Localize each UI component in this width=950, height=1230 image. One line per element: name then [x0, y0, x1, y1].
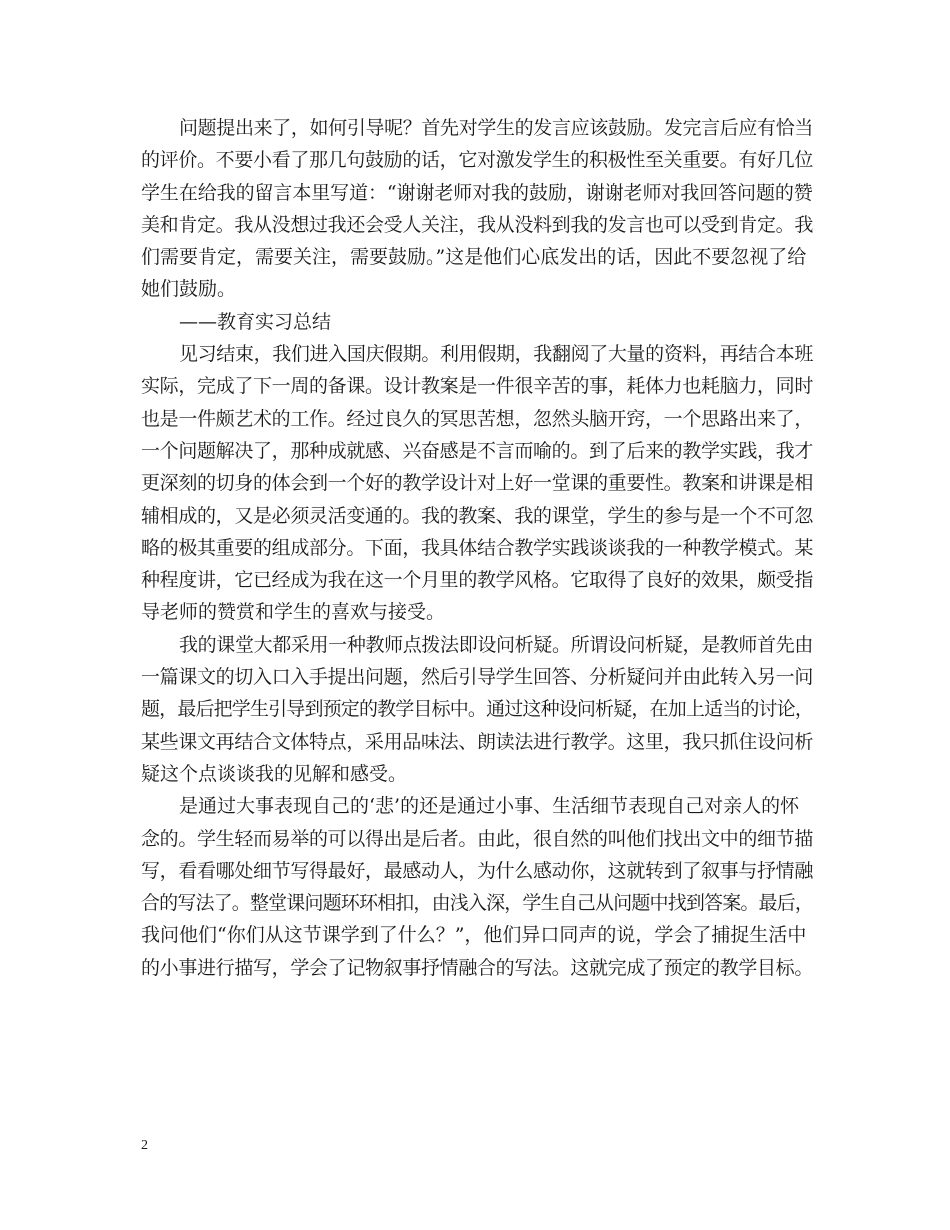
- text-line: 美和肯定。我从没想过我还会受人关注，我从没料到我的发言也可以受到肯定。我: [141, 213, 814, 236]
- page-number: 2: [141, 1138, 148, 1153]
- text-line: 学生在给我的留言本里写道：“谢谢老师对我的鼓励，谢谢老师对我回答问题的赞: [141, 181, 813, 204]
- text-line: 我问他们“你们从这节课学到了什么？”，他们异口同声的说，学会了捕捉生活中: [141, 924, 807, 947]
- text-line: 写，看看哪处细节写得最好，最感动人，为什么感动你，这就转到了叙事与抒情融: [141, 859, 814, 882]
- text-line: 导老师的赞赏和学生的喜欢与接受。: [141, 601, 446, 624]
- text-line: 们需要肯定，需要关注，需要鼓励。”这是他们心底发出的话，因此不要忽视了给: [141, 246, 807, 269]
- text-line: 一个问题解决了，那种成就感、兴奋感是不言而喻的。到了后来的教学实践，我才: [141, 439, 814, 462]
- text-line: 疑这个点谈谈我的见解和感受。: [141, 762, 408, 785]
- text-line: 题，最后把学生引导到预定的教学目标中。通过这种设问析疑，在加上适当的讨论，: [141, 698, 814, 721]
- text-line: 合的写法了。整堂课问题环环相扣，由浅入深，学生自己从问题中找到答案。最后，: [141, 892, 814, 915]
- text-line: 的小事进行描写，学会了记物叙事抒情融合的写法。这就完成了预定的教学目标。: [141, 956, 814, 979]
- text-line: 更深刻的切身的体会到一个好的教学设计对上好一堂课的重要性。教案和讲课是相: [141, 472, 814, 495]
- text-line: 是通过大事表现自己的‘悲’的还是通过小事、生活细节表现自己对亲人的怀: [179, 795, 800, 818]
- text-line: 问题提出来了，如何引导呢？首先对学生的发言应该鼓励。发完言后应有恰当: [179, 117, 814, 139]
- text-line: 某些课文再结合文体特点，采用品味法、朗读法进行教学。这里，我只抓住设问析: [141, 730, 814, 753]
- text-line: 也是一件颇艺术的工作。经过良久的冥思苦想，忽然头脑开窍，一个思路出来了，: [141, 407, 814, 430]
- text-line: 种程度讲，它已经成为我在这一个月里的教学风格。它取得了良好的效果，颇受指: [141, 569, 814, 592]
- document-body: [141, 112, 813, 984]
- text-line: 我的课堂大都采用一种教师点拨法即设问析疑。所谓设问析疑，是教师首先由: [179, 633, 814, 656]
- text-line: 念的。学生轻而易举的可以得出是后者。由此，很自然的叫他们找出文中的细节描: [141, 827, 814, 850]
- text-line: ——教育实习总结: [179, 310, 332, 333]
- text-line: 略的极其重要的组成部分。下面，我具体结合教学实践谈谈我的一种教学模式。某: [141, 536, 814, 559]
- text-line: 的评价。不要小看了那几句鼓励的话，它对激发学生的积极性至关重要。有好几位: [141, 149, 814, 172]
- text-line: 辅相成的，又是必须灵活变通的。我的教案、我的课堂，学生的参与是一个不可忽: [141, 504, 814, 527]
- text-line: 一篇课文的切入口入手提出问题，然后引导学生回答、分析疑问并由此转入另一问: [141, 666, 814, 689]
- text-line: 见习结束，我们进入国庆假期。利用假期，我翻阅了大量的资料，再结合本班: [179, 343, 814, 366]
- text-line: 实际，完成了下一周的备课。设计教案是一件很辛苦的事，耗体力也耗脑力，同时: [141, 375, 814, 398]
- text-line: 她们鼓励。: [141, 278, 237, 301]
